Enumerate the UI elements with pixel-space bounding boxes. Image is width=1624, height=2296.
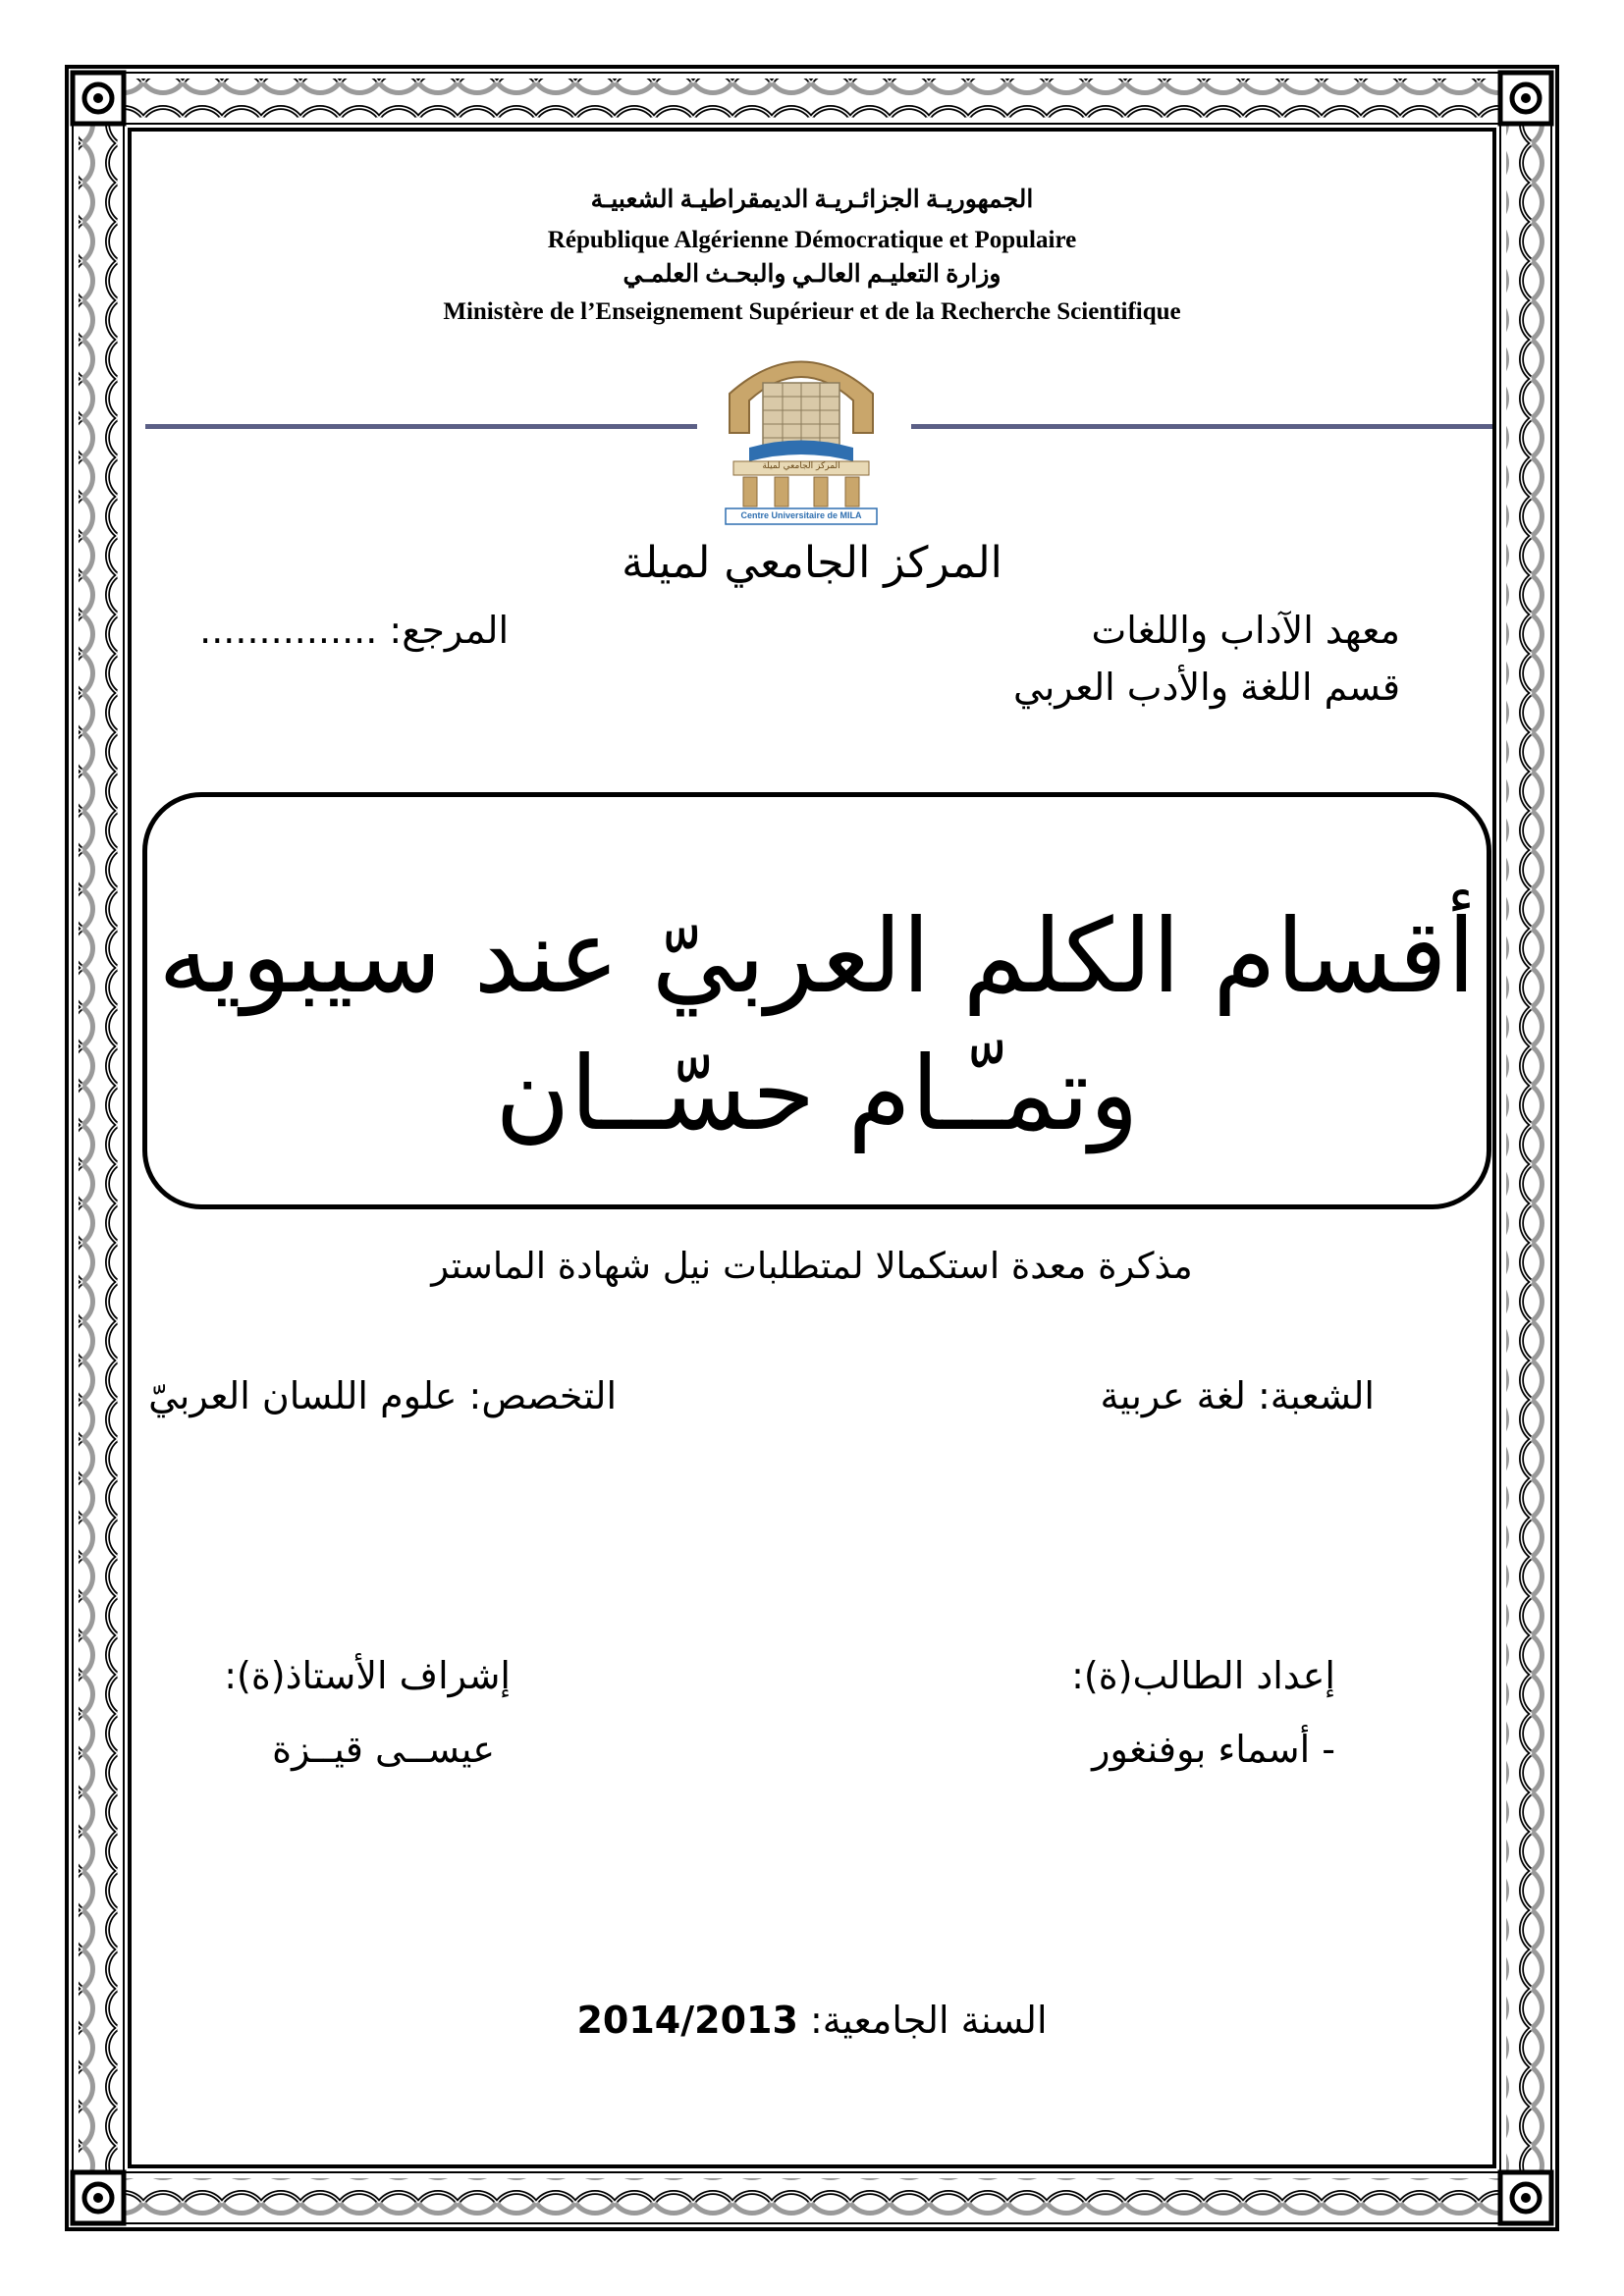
thesis-title-line1: أقسام الكلم العربيّ عند سيبويه xyxy=(158,896,1476,1016)
reference-field: المرجع: ............... xyxy=(199,609,509,652)
academic-year xyxy=(0,1999,1624,2042)
academic-year-value: 2014/2013 xyxy=(576,1999,798,2042)
header-rule-right xyxy=(911,424,1492,429)
republic-french: République Algérienne Démocratique et Populaire xyxy=(547,227,1077,253)
specialty-field: التخصص: علوم اللسان العربيّ xyxy=(148,1374,617,1417)
thesis-title-line2: وتمـّـام حسّــان xyxy=(495,1034,1139,1153)
republic-arabic: الجمهوريـة الجزائـريـة الديمقراطيـة الشعبيـة xyxy=(590,187,1034,213)
ministry-french: Ministère de l’Enseignement Supérieur et de la Recherche Scientifique xyxy=(443,298,1181,325)
supervised-by-label: إشراف الأستاذ(ة): xyxy=(224,1654,511,1697)
branch-field: الشعبة: لغة عربية xyxy=(1100,1374,1375,1417)
header-rule-left xyxy=(145,424,697,429)
ministry-arabic: وزارة التعليـم العالـي والبحـث العلمـي xyxy=(623,261,1001,288)
university-logo xyxy=(720,340,883,526)
institute-name: معهد الآداب واللغات xyxy=(1091,609,1400,652)
prepared-by-label: إعداد الطالب(ة): xyxy=(1071,1654,1335,1697)
center-name: المركز الجامعي لميلة xyxy=(622,538,1002,588)
department-name: قسم اللغة والأدب العربي xyxy=(1013,666,1400,709)
logo-caption: Centre Universitaire de MILA xyxy=(740,510,862,520)
supervisor-name: عيســى قيــزة xyxy=(272,1728,495,1771)
thesis-subtitle: مذكرة معدة استكمالا لمتطلبات نيل شهادة الماستر xyxy=(431,1245,1193,1287)
logo-banner-text: المركز الجامعي لميلة xyxy=(762,461,840,471)
academic-year-label: السنة الجامعية: xyxy=(809,1999,1048,2042)
student-name: - أسماء بوفنغور xyxy=(1092,1728,1335,1771)
